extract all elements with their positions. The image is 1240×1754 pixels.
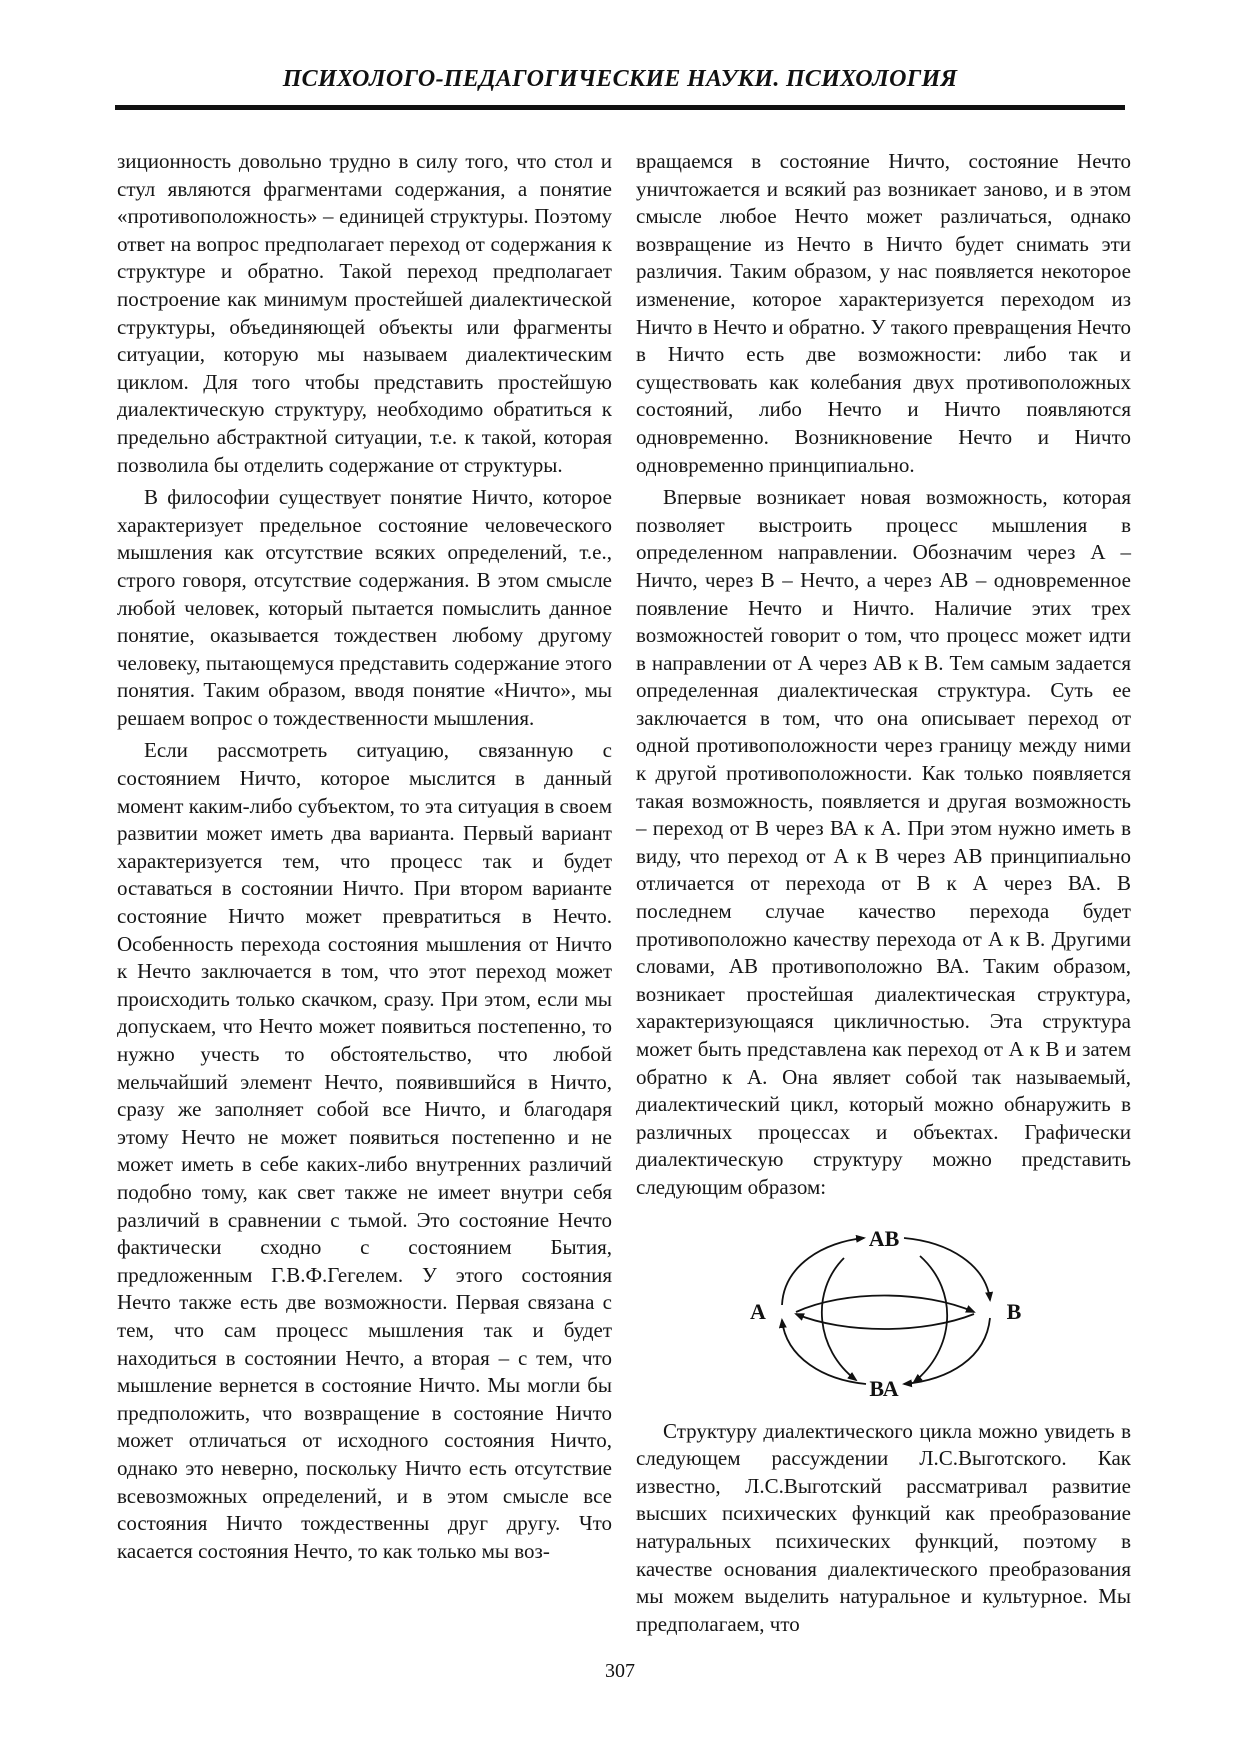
label-ab: АВ [868,1225,900,1251]
paragraph: вращаемся в состояние Ничто, состояние Нечто уничтожается и всякий раз возникает заново, и в этом смысле любое Нечто может различаться, однако возвращение из Нечто в Ничто будет снимать эти различия. Таким образом, у нас появляется некоторое изменение, которое характеризуется переходом из Ничто в Нечто и обратно. У такого превращения Нечто в Ничто есть две возможности: либо так и существовать как колебания двух противоположных состояний, либо Нечто и Ничто появляются одновременно. Возникновение Нечто и Ничто одновременно принципиально. [636,149,1131,477]
label-ba: ВА [869,1375,899,1400]
inner-arc-left [822,1258,856,1380]
paragraph: Если рассмотреть ситуацию, связанную с состоянием Ничто, которое мыслится в данный момент каким-либо субъектом, то эта ситуация в своем развитии может иметь два варианта. Первый вариант характеризуется тем, что процесс так и будет оставаться в состоянии Ничто. При втором варианте состояние Ничто может превратиться в Нечто. Особенность перехода состояния мышления от Ничто к Нечто заключается в том, что этот переход может происходить только скачком, сразу. При этом, если мы допускаем, что Нечто может появиться постепенно, то нужно учесть то обстоятельство, что любой мельчайший элемент Нечто, появившийся в Ничто, сразу же заполняет собой все Ничто, и благодаря этому Нечто не может появиться постепенно и не может иметь в себе каких-либо внутренних различий подобно тому, как свет также не имеет внутри себя различий в сравнении с тьмой. Это состояние Нечто фактически сходно с состоянием Бытия, предложенным Г.В.Ф.Гегелем. У этого состояния Нечто также есть две возможности. Первая связана с тем, что сам процесс мышления так и будет находиться в состоянии Нечто, а вторая – с тем, что мышление вернется в состояние Ничто. Мы могли бы предположить, что возвращение в состояние Ничто может отличаться от исходного состояния Ничто, однако это неверно, поскольку Ничто есть отсутствие всевозможных определений, и в этом смысле все состояния Ничто тождественны друг другу. Что касается состояния Нечто, то как только мы воз- [117,738,612,1563]
arc-top-right [904,1238,990,1300]
paragraph: Впервые возникает новая возможность, которая позволяет выстроить процесс мышления в определенном направлении. Обозначим через А – Ничто, через В – Нечто, а через АВ – одновременное появление Нечто и Ничто. Наличие этих трех возможностей говорит о том, что процесс может идти в направлении от А через АВ к В. Тем самым задается определенная диалектическая структура. Суть ее заключается в том, что она описывает переход от одной противоположности через границу между ними к другой противоположности. Как только появляется такая возможность, появляется и другая возможность – переход от В через ВА к А. При этом нужно иметь в виду, что переход от А к В через АВ принципиально отличается от перехода от В к А через ВА. В последнем случае качество перехода будет противоположно качеству перехода от А к В. Другими словами, АВ противоположно ВА. Таким образом, возникает простейшая диалектическая структура, характеризующаяся цикличностью. Эта структура может быть представлена как переход от А к В и затем обратно к А. Она являет собой так называемый, диалектический цикл, который можно обнаружить в различных процессах и объектах. Графически диалектическую структуру можно представить следующим образом: [636,485,1131,1199]
label-a: А [750,1298,766,1324]
paragraph: зиционность довольно трудно в силу того, что стол и стул являются фрагментами содержания, а понятие «противоположность» – единицей структуры. Поэтому ответ на вопрос предполагает переход от содержания к структуре и обратно. Такой переход предполагает построение как минимум простейшей диалектической структуры, объединяющей объекты или фрагменты ситуации, которую мы называем диалектическим циклом. Для того чтобы представить простейшую диалектическую структуру, необходимо обратиться к предельно абстрактной ситуации, т.е. к такой, которая позволила бы отделить содержание от структуры. [117,149,612,477]
running-header: ПСИХОЛОГО-ПЕДАГОГИЧЕСКИЕ НАУКИ. ПСИХОЛОГИЯ [282,66,958,92]
left-column [117,148,612,1565]
paragraph: Структуру диалектического цикла можно увидеть в следующем рассуждении Л.С.Выготского. Как известно, Л.С.Выготский рассматривал развитие высших психических функций как преобразование натуральных психических функций, поэтому в качестве основания диалектического преобразования мы можем выделить натуральное и культурное. Мы предполагаем, что [636,1418,1131,1636]
dialectical-cycle-diagram [724,1220,1044,1400]
right-column [636,148,1131,1638]
inner-arc-right [914,1256,947,1382]
header-rule [115,105,1125,110]
page-number: 307 [605,1660,635,1682]
paragraph: В философии существует понятие Ничто, которое характеризует предельное состояние человеческого мышления как отсутствие всяких определений, т.е., строго говоря, отсутствие содержания. В этом смысле любой человек, который пытается помыслить данное понятие, оказывается тождествен любому другому человеку, пытающемуся представить содержание этого понятия. Таким образом, вводя понятие «Ничто», мы решаем вопрос о тождественности мышления. [117,485,612,730]
label-b: В [1006,1298,1022,1324]
